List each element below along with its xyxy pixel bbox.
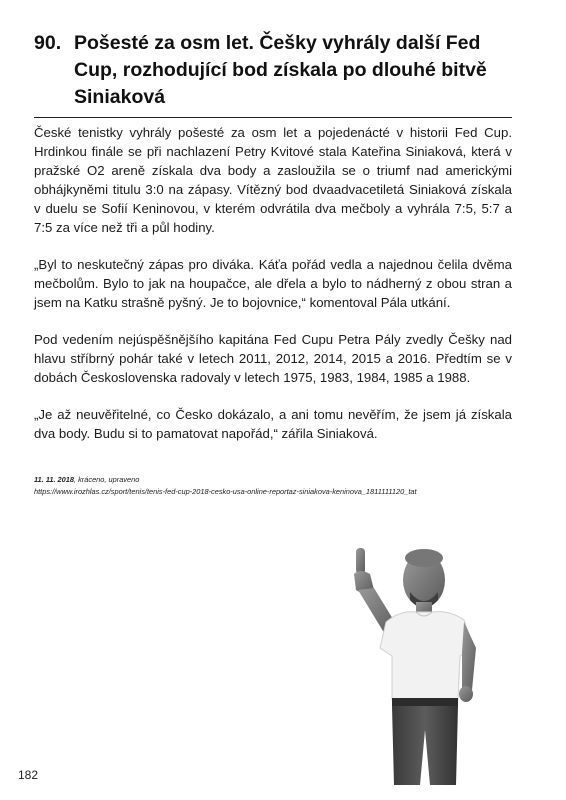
source-date: 11. 11. 2018 [34,475,74,484]
man-pointing-up-illustration [352,540,502,785]
source-date-line [34,474,524,486]
source-citation [34,474,524,498]
article-headline: Pošesté za osm let. Češky vyhrály další Fed Cup, rozhodující bod získala po dlouhé bitvě Siniaková [74,32,487,108]
article-paragraph: České tenistky vyhrály pošesté za osm let a pojedenácté v historii Fed Cup. Hrdinkou finále se při nachlazení Petry Kvitové stala Kateřina Siniaková, která v pražské O2 areně získala dva body a zasloužila se o triumf nad americkými obhájkyněmi titulu 3:0 na zápasy. Vítězný bod dvaadvacetiletá Siniaková získala v duelu se Sofií Keninovou, v kterém odvrátila dva mečboly a vyhrála 7:5, 5:7 a 7:5 za více než tři a půl hodiny. [34,125,512,235]
article-title [34,30,504,117]
article-paragraph: „Byl to neskutečný zápas pro diváka. Káťa pořád vedla a najednou čelila dvěma mečbolům. Bylo to jak na houpačce, ale dřela a bylo to nádherný z obou stran a jsem na Katku strašně pyšný. Je to bojovnice,“ komentoval Pála utkání. [34,257,512,310]
article-paragraph: Pod vedením nejúspěšnějšího kapitána Fed Cupu Petra Pály zvedly Češky nad hlavu stříbrný pohár také v letech 2011, 2012, 2014, 2015 a 2016. Předtím se v dobách Československa radovaly v letech 1975, 1983, 1984, 1985 a 1988. [34,332,512,385]
source-url[interactable]: https://www.irozhlas.cz/sport/tenis/tenis-fed-cup-2018-cesko-usa-online-reportaz-siniakova-keninova_1811111120_tat [34,487,417,496]
title-divider [34,117,512,118]
article-body [34,123,512,461]
article-number: 90. [34,32,62,54]
page-number: 182 [18,768,39,782]
source-note: , kráceno, upraveno [74,475,140,484]
article-paragraph: „Je až neuvěřitelné, co Česko dokázalo, a ani tomu nevěřím, že jsem já získala dva body. Budu si to pamatovat napořád,“ zářila Siniaková. [34,407,512,441]
